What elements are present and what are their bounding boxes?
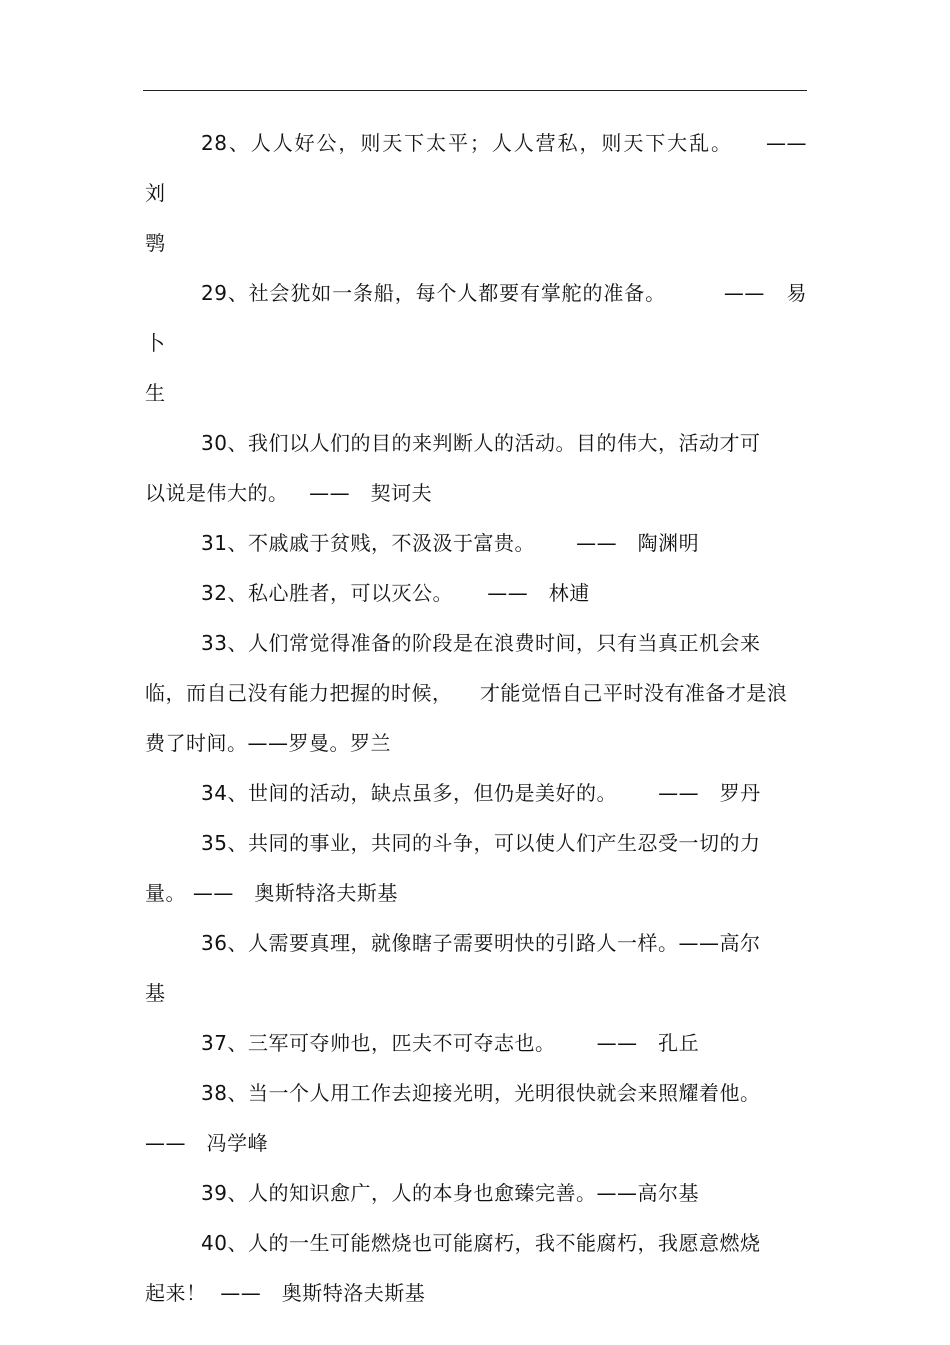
quote-28: 28、人人好公，则天下太平；人人营私，则天下大乱。 —— 刘 鹗 xyxy=(145,131,828,255)
quote-36: 36、人需要真理，就像瞎子需要明快的引路人一样。——高尔 基 xyxy=(145,931,761,1005)
header-rule xyxy=(143,90,807,91)
quote-30: 30、我们以人们的目的来判断人的活动。目的伟大，活动才可 以说是伟大的。 —— 契诃夫 xyxy=(145,431,761,505)
quote-39: 39、人的知识愈广，人的本身也愈臻完善。——高尔基 xyxy=(201,1181,699,1205)
quote-29: 29、社会犹如一条船，每个人都要有掌舵的准备。 —— 易卜 生 xyxy=(145,281,807,405)
quote-list xyxy=(145,118,828,1318)
quote-31: 31、不戚戚于贫贱，不汲汲于富贵。 —— 陶渊明 xyxy=(201,531,700,555)
quote-37: 37、三军可夺帅也，匹夫不可夺志也。 —— 孔丘 xyxy=(201,1031,700,1055)
quote-32: 32、私心胜者，可以灭公。 —— 林逋 xyxy=(201,581,590,605)
quote-33: 33、人们常觉得准备的阶段是在浪费时间，只有当真正机会来 临，而自己没有能力把握的时候， 才能觉悟自己平时没有准备才是浪 费了时间。——罗曼。罗兰 xyxy=(145,631,788,755)
quote-34: 34、世间的活动，缺点虽多，但仍是美好的。 —— 罗丹 xyxy=(201,781,761,805)
quote-35: 35、共同的事业，共同的斗争，可以使人们产生忍受一切的力 量。 —— 奥斯特洛夫斯基 xyxy=(145,831,761,905)
quote-38: 38、当一个人用工作去迎接光明，光明很快就会来照耀着他。 —— 冯学峰 xyxy=(145,1081,761,1155)
quote-40: 40、人的一生可能燃烧也可能腐朽，我不能腐朽，我愿意燃烧 起来！ —— 奥斯特洛夫斯基 xyxy=(145,1231,761,1305)
